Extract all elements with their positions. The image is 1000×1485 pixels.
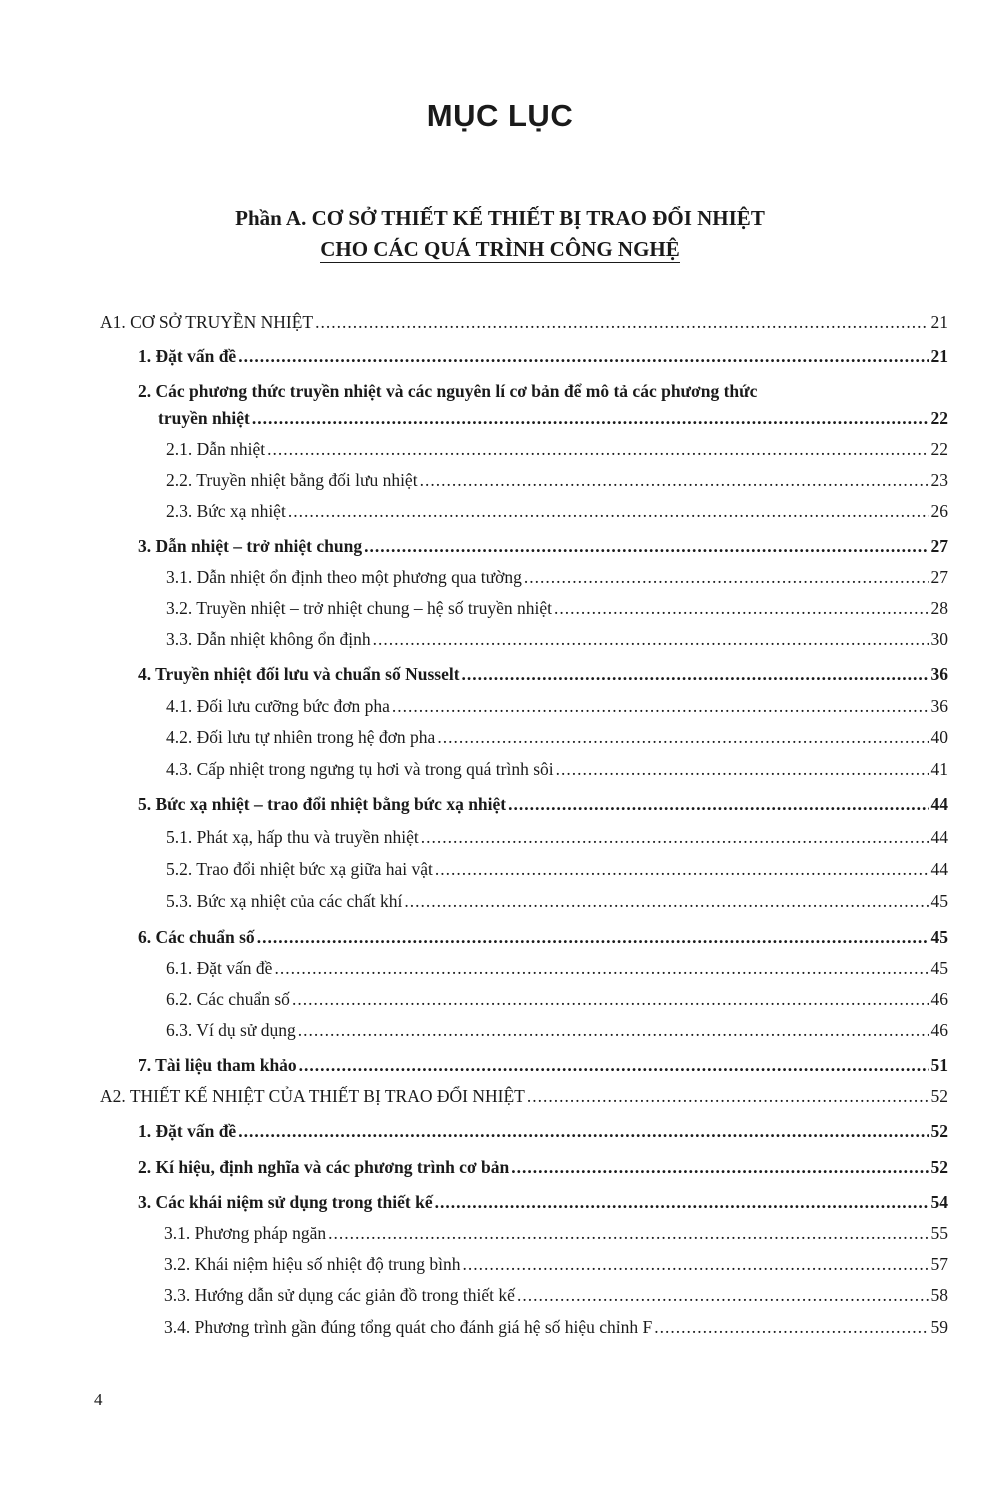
dot-leader: [392, 695, 929, 717]
toc-entry-page: 54: [930, 1192, 948, 1212]
toc-entry-label: truyền nhiệt: [158, 408, 250, 428]
toc-entry-page: 23: [930, 470, 948, 490]
dot-leader: [524, 566, 929, 588]
toc-entry-label: 3.2. Khái niệm hiệu số nhiệt độ trung bình: [164, 1254, 461, 1274]
toc-entry: [166, 826, 948, 848]
toc-entry: [138, 345, 948, 367]
toc-entry-page: 26: [930, 501, 948, 521]
toc-entry-page: 36: [930, 664, 948, 684]
toc-entry-label: 5. Bức xạ nhiệt – trao đổi nhiệt bằng bức xạ nhiệt: [138, 794, 507, 814]
toc-entry-page: 45: [930, 927, 948, 947]
toc-entry-label: 1. Đặt vấn đề: [138, 346, 237, 366]
dot-leader: [292, 988, 929, 1010]
dot-leader: [238, 345, 928, 367]
toc-entry-label: A1. CƠ SỞ TRUYỀN NHIỆT: [100, 312, 314, 332]
toc-entry-page: 36: [930, 696, 948, 716]
toc-entry: [158, 407, 948, 429]
toc-entry-page: 59: [930, 1317, 948, 1337]
toc-entry-label: 5.3. Bức xạ nhiệt của các chất khí: [166, 891, 403, 911]
toc-entry-page: 45: [930, 891, 948, 911]
toc-entry-page: 46: [930, 989, 948, 1009]
toc-entry: [166, 890, 948, 912]
toc-entry-page: 52: [930, 1086, 948, 1106]
toc-entry-label: 3. Dẫn nhiệt – trở nhiệt chung: [138, 536, 363, 556]
toc-entry-label: 3.1. Phương pháp ngăn: [164, 1223, 327, 1243]
toc-entry: [138, 535, 948, 557]
toc-entry-label: 3.2. Truyền nhiệt – trở nhiệt chung – hệ số truyền nhiệt: [166, 598, 552, 618]
toc-entry-label: 2. Kí hiệu, định nghĩa và các phương trình cơ bản: [138, 1157, 510, 1177]
toc-entry-page: 22: [930, 439, 948, 459]
toc-entry-label: 3.3. Dẫn nhiệt không ổn định: [166, 629, 371, 649]
dot-leader: [508, 793, 928, 815]
toc-entry: [138, 663, 948, 685]
dot-leader: [654, 1316, 928, 1338]
toc-entry-label: 2.3. Bức xạ nhiệt: [166, 501, 286, 521]
toc-entry: [164, 1253, 948, 1275]
toc-entry-page: 41: [930, 759, 948, 779]
toc-entry: [166, 469, 948, 491]
toc-entry-page: 27: [930, 567, 948, 587]
toc-entry: [166, 438, 948, 460]
toc-entry-page: 52: [930, 1157, 948, 1177]
dot-leader: [404, 890, 928, 912]
dot-leader: [420, 469, 929, 491]
page-title: MỤC LỤC: [426, 98, 574, 133]
dot-leader: [257, 926, 929, 948]
toc-entry-a2: [100, 1085, 948, 1107]
toc-entry: [138, 1191, 948, 1213]
toc-entry: [166, 597, 948, 619]
toc-entry-page: 22: [930, 408, 948, 428]
toc-entry-label: 4.1. Đối lưu cưỡng bức đơn pha: [166, 696, 390, 716]
dot-leader: [421, 826, 929, 848]
toc-entry-label-line1: 2. Các phương thức truyền nhiệt và các nguyên lí cơ bản để mô tả các phương thức: [138, 381, 758, 401]
toc-entry-page: 27: [930, 536, 948, 556]
toc-entry-page: 58: [930, 1285, 948, 1305]
dot-leader: [299, 1054, 929, 1076]
toc-entry: [166, 1019, 948, 1041]
dot-leader: [463, 1253, 929, 1275]
dot-leader: [364, 535, 928, 557]
dot-leader: [238, 1120, 928, 1142]
toc-entry-label: 4. Truyền nhiệt đối lưu và chuẩn số Nusselt: [138, 664, 460, 684]
toc-entry: [166, 957, 948, 979]
toc-entry-label: 3.4. Phương trình gần đúng tổng quát cho đánh giá hệ số hiệu chỉnh F: [164, 1317, 653, 1337]
toc-entry: [138, 1120, 948, 1142]
dot-leader: [373, 628, 929, 650]
toc-entry-label: 6.1. Đặt vấn đề: [166, 958, 273, 978]
toc-entry-a1: [100, 311, 948, 333]
toc-entry: [164, 1222, 948, 1244]
dot-leader: [527, 1085, 929, 1107]
toc-entry-label: 5.2. Trao đổi nhiệt bức xạ giữa hai vật: [166, 859, 433, 879]
toc-entry-label: 6. Các chuẩn số: [138, 927, 255, 947]
toc-entry: [166, 566, 948, 588]
dot-leader: [252, 407, 929, 429]
dot-leader: [462, 663, 929, 685]
dot-leader: [511, 1156, 928, 1178]
toc-entry-label: 3.1. Dẫn nhiệt ổn định theo một phương qua tường: [166, 567, 522, 587]
dot-leader: [267, 438, 928, 460]
dot-leader: [437, 726, 928, 748]
toc-entry-label: 3. Các khái niệm sử dụng trong thiết kế: [138, 1192, 433, 1212]
toc-entry: [138, 793, 948, 815]
dot-leader: [517, 1284, 929, 1306]
dot-leader: [315, 311, 928, 333]
toc-entry: [166, 858, 948, 880]
dot-leader: [288, 500, 929, 522]
dot-leader: [435, 1191, 929, 1213]
dot-leader: [556, 758, 929, 780]
toc-entry: [166, 500, 948, 522]
toc-entry: [164, 1284, 948, 1306]
toc-entry-label: 7. Tài liệu tham khảo: [138, 1055, 297, 1075]
part-heading-line2: CHO CÁC QUÁ TRÌNH CÔNG NGHỆ: [320, 237, 680, 261]
toc-entry: [138, 1054, 948, 1076]
toc-entry-page: 52: [930, 1121, 948, 1141]
toc-entry-page: 55: [930, 1223, 948, 1243]
toc-entry-page: 46: [930, 1020, 948, 1040]
toc-entry-label: 1. Đặt vấn đề: [138, 1121, 237, 1141]
toc-entry-label: 6.3. Ví dụ sử dụng: [166, 1020, 296, 1040]
toc-entry-page: 44: [930, 827, 948, 847]
toc-entry-label: 6.2. Các chuẩn số: [166, 989, 290, 1009]
toc-entry-page: 21: [930, 312, 948, 332]
toc-entry-page: 57: [930, 1254, 948, 1274]
toc-entry-page: 44: [930, 794, 948, 814]
toc-entry-page: 45: [930, 958, 948, 978]
dot-leader: [435, 858, 929, 880]
part-heading-line1: Phần A. CƠ SỞ THIẾT KẾ THIẾT BỊ TRAO ĐỔI NHIỆT: [235, 206, 765, 230]
toc-entry: [138, 1156, 948, 1178]
toc-entry-label: 5.1. Phát xạ, hấp thu và truyền nhiệt: [166, 827, 419, 847]
page-number: 4: [94, 1390, 103, 1409]
dot-leader: [274, 957, 928, 979]
toc-entry: [166, 988, 948, 1010]
toc-entry: [138, 926, 948, 948]
toc-entry-label: 2.2. Truyền nhiệt bằng đối lưu nhiệt: [166, 470, 418, 490]
toc-entry-page: 51: [930, 1055, 948, 1075]
toc-entry: [166, 695, 948, 717]
toc-entry: [164, 1316, 948, 1338]
dot-leader: [298, 1019, 929, 1041]
toc-entry-page: 21: [930, 346, 948, 366]
toc-entry-label: 3.3. Hướng dẫn sử dụng các giản đồ trong thiết kế: [164, 1285, 515, 1305]
toc-entry: [166, 758, 948, 780]
toc-entry-label: 2.1. Dẫn nhiệt: [166, 439, 266, 459]
toc-entry-page: 28: [930, 598, 948, 618]
toc-entry-page: 44: [930, 859, 948, 879]
dot-leader: [554, 597, 929, 619]
dot-leader: [328, 1222, 928, 1244]
toc-entry: [166, 628, 948, 650]
toc-entry: [166, 726, 948, 748]
toc-entry-page: 30: [930, 629, 948, 649]
toc-entry-label: 4.3. Cấp nhiệt trong ngưng tụ hơi và trong quá trình sôi: [166, 759, 554, 779]
toc-entry-label: 4.2. Đối lưu tự nhiên trong hệ đơn pha: [166, 727, 436, 747]
toc-entry-page: 40: [930, 727, 948, 747]
toc-entry-label: A2. THIẾT KẾ NHIỆT CỦA THIẾT BỊ TRAO ĐỔI NHIỆT: [100, 1086, 525, 1106]
